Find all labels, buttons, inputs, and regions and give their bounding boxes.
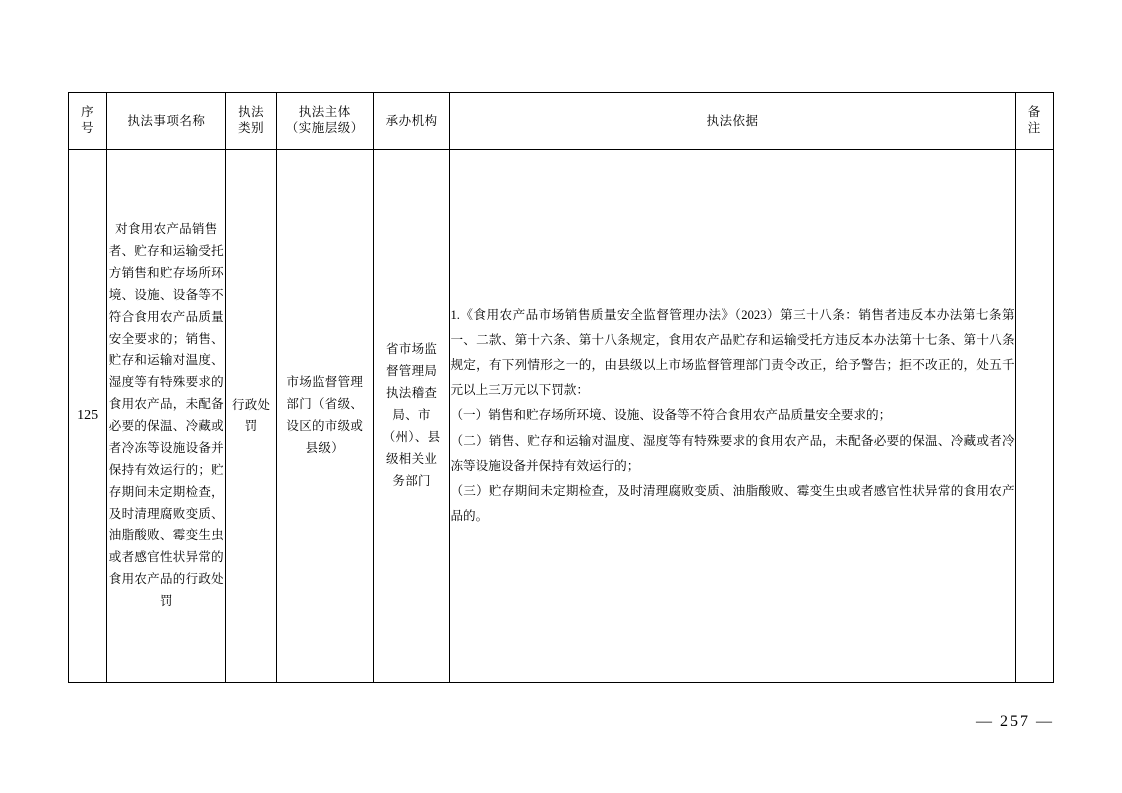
column-header-note-line2: 注 (1027, 121, 1041, 135)
column-header-name: 执法事项名称 (107, 93, 226, 150)
table-row (69, 150, 1054, 683)
legal-basis-paragraph: （二）销售、贮存和运输对温度、湿度等有特殊要求的食用农产品，未配备必要的保温、冷藏或者冷冻等设施设备并保持有效运行的； (450, 433, 1015, 473)
column-header-seq (69, 93, 107, 150)
cell-legal-basis (450, 150, 1015, 683)
cell-seq: 125 (69, 150, 107, 683)
legal-basis-paragraph: （三）贮存期间未定期检查，及时清理腐败变质、油脂酸败、霉变生虫或者感官性状异常的食用农产品的。 (450, 483, 1015, 524)
legal-basis-paragraph: 1.《食用农产品市场销售质量安全监督管理办法》（2023）第三十八条：销售者违反本办法第七条第一、二款、第十六条、第十八条规定，食用农产品贮存和运输受托方违反本办法第十七条、第十八条规定，有下列情形之一的，由县级以上市场监督管理部门责令改正，给予警告；拒不改正的，处五千元以上三万元以下罚款： (450, 307, 1015, 398)
cell-handling-organization: 省市场监督管理局执法稽查局、市（州）、县级相关业务部门 (373, 150, 450, 683)
column-header-type (226, 93, 276, 150)
legal-basis-paragraph: （一）销售和贮存场所环境、设施、设备等不符合食用农产品质量安全要求的； (450, 408, 892, 423)
cell-enforcement-subject: 市场监督管理部门（省级、设区的市级或县级） (276, 150, 373, 683)
enforcement-items-table (68, 92, 1054, 683)
table-header-row (69, 93, 1054, 150)
page-number: — 257 — (976, 713, 1054, 730)
column-header-subject-line2: （实施层级） (285, 121, 364, 135)
column-header-note-line1: 备 (1027, 105, 1041, 120)
column-header-subject (276, 93, 373, 150)
column-header-subject-line1: 执法主体 (298, 105, 351, 120)
column-header-type-line1: 执法 (238, 105, 265, 120)
column-header-seq-line2: 号 (81, 121, 95, 135)
column-header-seq-line1: 序 (81, 105, 95, 120)
cell-enforcement-type: 行政处罚 (226, 150, 276, 683)
column-header-basis: 执法依据 (450, 93, 1015, 150)
column-header-note (1015, 93, 1053, 150)
column-header-type-line2: 类别 (238, 121, 265, 135)
cell-item-name: 对食用农产品销售者、贮存和运输受托方销售和贮存场所环境、设施、设备等不符合食用农产品质量安全要求的；销售、贮存和运输对温度、湿度等有特殊要求的食用农产品，未配备必要的保温、冷藏或者冷冻等设施设备并保持有效运行的；贮存期间未定期检查，及时清理腐败变质、油脂酸败、霉变生虫或者感官性状异常的食用农产品的行政处罚 (107, 150, 226, 683)
cell-note (1015, 150, 1053, 683)
column-header-org: 承办机构 (373, 93, 450, 150)
